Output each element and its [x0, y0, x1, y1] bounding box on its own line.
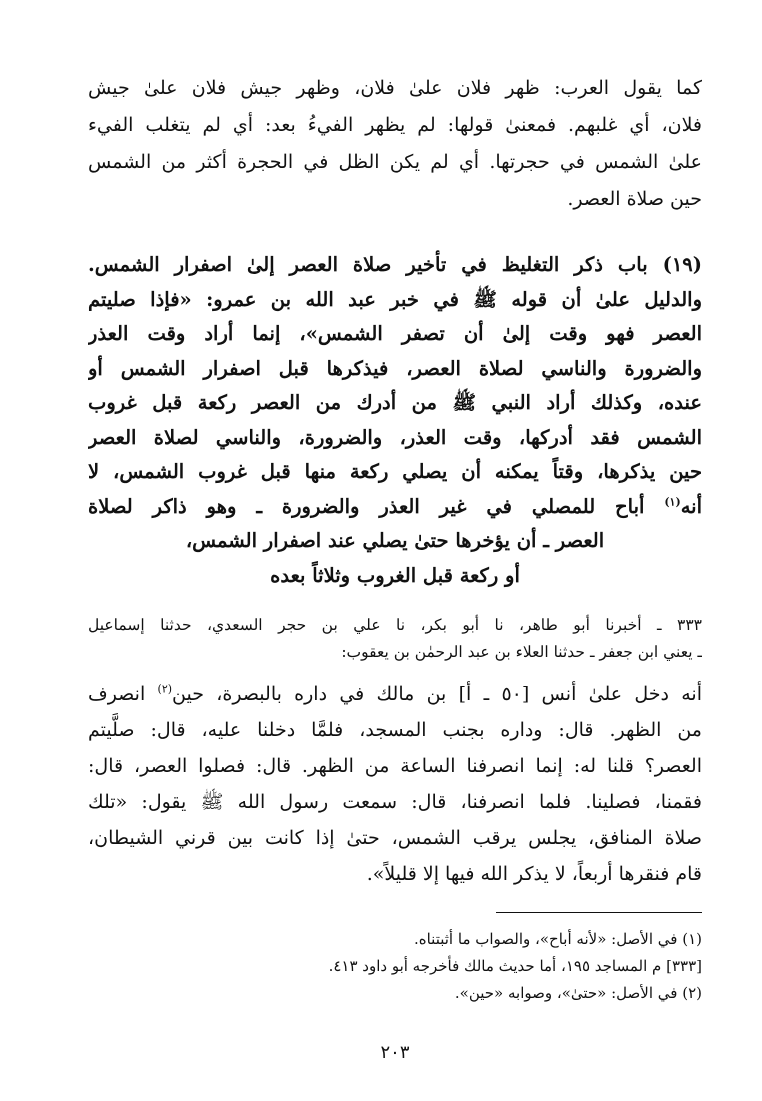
text-line: والدليل علىٰ أن قوله ﷺ في خبر عبد الله بن عمرو: «فإذا صليتم: [88, 287, 702, 311]
footnote-ref[interactable]: (٢): [157, 682, 173, 696]
book-page: [88, 0, 702, 1101]
text-fragment: أنه دخل علىٰ أنس [٥٠ ـ أ] بن مالك في داره بالبصرة، حين: [172, 683, 702, 705]
text-fragment: انصرف: [88, 683, 158, 705]
hadith-text: [88, 676, 702, 892]
text-line: [88, 490, 702, 525]
text-line: [88, 676, 702, 712]
text-line: العصر؟ قلنا له: إنما انصرفنا الساعة من الظهر. قال: فصلوا العصر، قال:: [88, 755, 702, 777]
hadith-isnad: [88, 612, 702, 666]
text-line: فقمنا، فصلينا. فلما انصرفنا، قال: سمعت رسول الله ﷺ يقول: «تلك: [88, 791, 702, 813]
footnotes: [88, 926, 702, 1007]
text-line: كما يقول العرب: ظهر فلان علىٰ فلان، وظهر جيش فلان علىٰ جيش: [88, 77, 702, 99]
chapter-title: (١٩) باب ذكر التغليظ في تأخير صلاة العصر إلىٰ اصفرار الشمس.: [88, 253, 702, 276]
text-line: فلان، أي غلبهم. فمعنىٰ قولها: لم يظهر الفيءُ بعد: أي لم يتغلب الفيء: [88, 114, 702, 136]
text-line: علىٰ الشمس في حجرتها. أي لم يكن الظل في الحجرة أكثر من الشمس: [88, 151, 702, 173]
footnote: (٢) في الأصل: «حتىٰ»، وصوابه «حين».: [454, 984, 702, 1002]
footnote: [٣٣٣] م المساجد ١٩٥، أما حديث مالك فأخرجه أبو داود ٤١٣.: [328, 957, 702, 975]
text-line: أو ركعة قبل الغروب وثلاثاً بعده: [270, 563, 520, 587]
footnote: (١) في الأصل: «لأنه أباح»، والصواب ما أثبتناه.: [413, 930, 702, 948]
text-line: صلاة المنافق، يجلس يرقب الشمس، حتىٰ إذا كانت بين قرني الشيطان،: [88, 827, 702, 849]
text-line: قام فنقرها أربعاً، لا يذكر الله فيها إلا قليلاً».: [366, 863, 702, 885]
text-line: والضرورة والناسي لصلاة العصر، فيذكرها قبل اصفرار الشمس أو: [88, 356, 702, 380]
text-line: عنده، وكذلك أراد النبي ﷺ من أدرك من العصر ركعة قبل غروب: [88, 391, 702, 414]
text-line: العصر فهو وقت إلىٰ أن تصفر الشمس»، إنما أراد وقت العذر: [88, 322, 702, 345]
chapter-heading: [88, 248, 702, 593]
hadith-number-line: ٣٣٣ ـ أخبرنا أبو طاهر، نا أبو بكر، نا علي بن حجر السعدي، حدثنا إسماعيل: [88, 616, 702, 634]
footnote-divider: [496, 912, 702, 913]
text-line: حين صلاة العصر.: [567, 188, 702, 210]
text-line: من الظهر. قال: وداره بجنب المسجد، فلمَّا دخلنا عليه، قال: صلَّيتم: [88, 719, 702, 741]
text-line: العصر ـ أن يؤخرها حتىٰ يصلي عند اصفرار الشمس،: [185, 529, 605, 552]
page-number: ٢٠٣: [380, 1042, 410, 1063]
intro-paragraph: [88, 70, 702, 218]
text-fragment: أباح للمصلي في غير العذر والضرورة ـ وهو ذاكر لصلاة: [88, 494, 645, 518]
text-line: حين يذكرها، وقتاً يمكنه أن يصلي ركعة منها قبل غروب الشمس، لا: [88, 460, 702, 483]
text-line: الشمس فقد أدركها، وقت العذر، والضرورة، والناسي لصلاة العصر: [88, 425, 702, 449]
text-line: ـ يعني ابن جعفر ـ حدثنا العلاء بن عبد الرحمٰن بن يعقوب:: [341, 643, 702, 661]
text-fragment: أنه: [680, 494, 702, 518]
footnote-ref[interactable]: (١): [664, 495, 681, 508]
